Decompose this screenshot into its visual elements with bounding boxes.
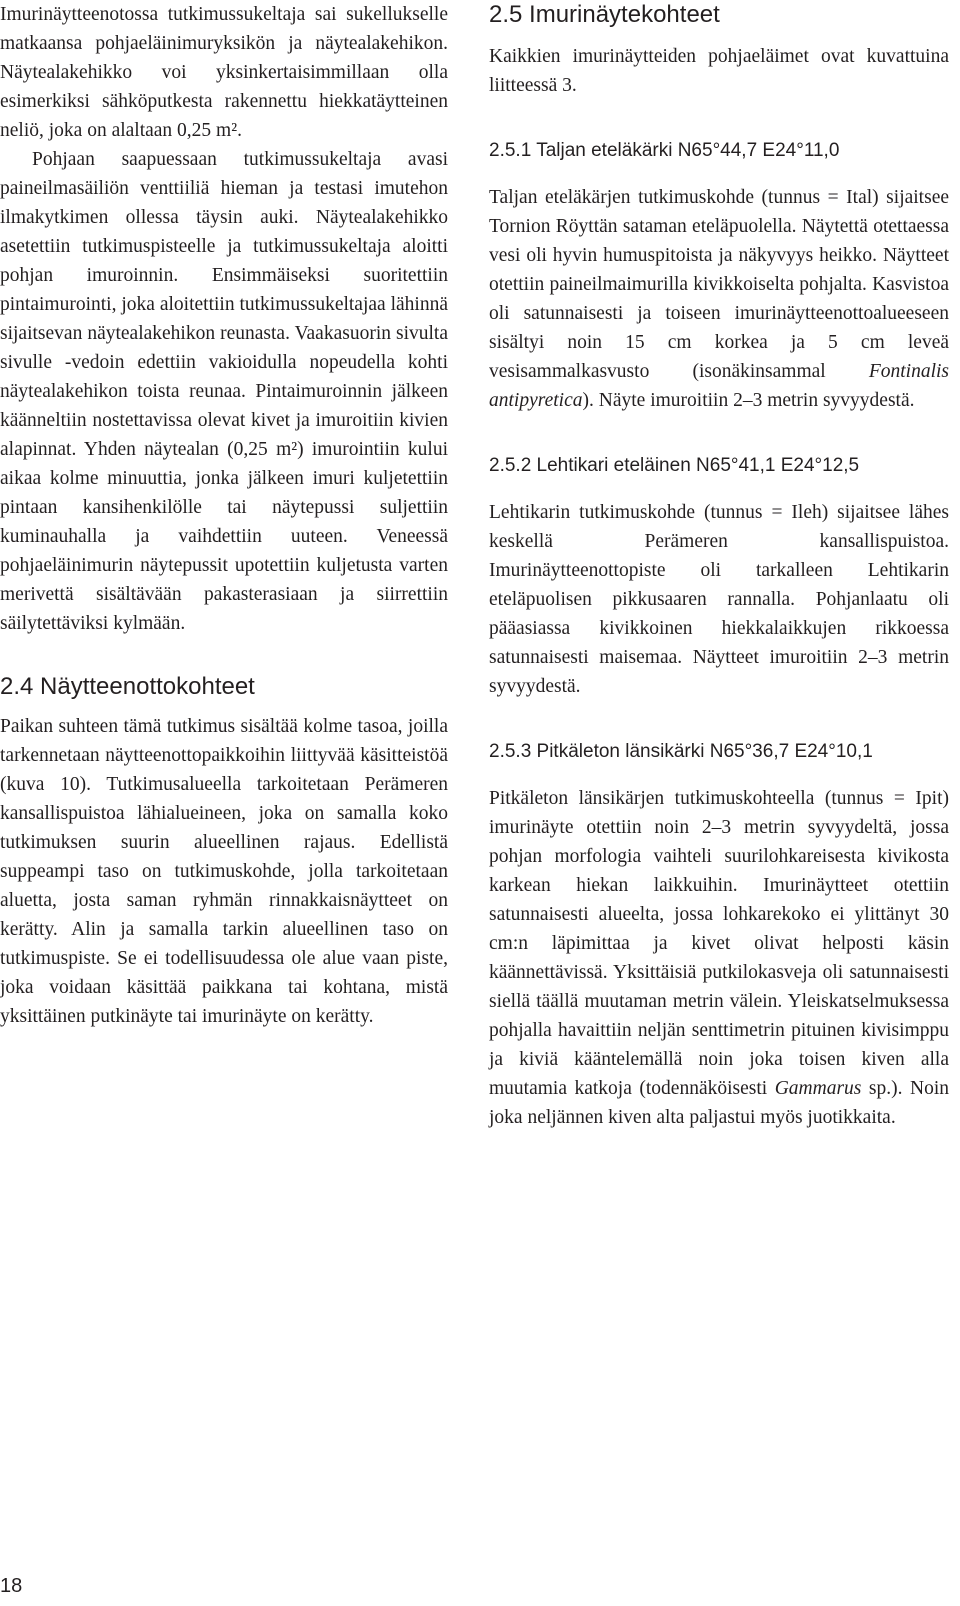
section-text-2-5-1-part1: Taljan eteläkärjen tutkimuskohde (tunnus = Ital) sijaitsee Tornion Röyttän sataman eteläpuolella. Näytettä otettaessa vesi oli hyvin humuspitoista ja näkyvyys heikko. Näytteet otettiin paineilmaimurilla kivikkoiselta pohjalta. Kasvistoa oli satunnaisesti ja toiseen imurinäytteenottoalueeseen sisältyi noin 15 cm korkea ja 5 cm leveä vesisammalkasvusto (isonäkinsammal bbox=[489, 187, 949, 382]
section-text-2-5-3-part2: sp.). Noin joka neljännen kiven alta paljastui myös juotikkaita. bbox=[489, 1078, 949, 1128]
left-column bbox=[0, 0, 448, 1031]
section-heading-2-4: 2.4 Näytteenottokohteet bbox=[0, 673, 255, 700]
page-number: 18 bbox=[0, 1575, 23, 1597]
section-heading-2-5-2: 2.5.2 Lehtikari eteläinen N65°41,1 E24°12,5 bbox=[489, 455, 860, 476]
section-text-2-5-1-part2: ). Näyte imuroitiin 2–3 metrin syvyydestä. bbox=[582, 390, 915, 411]
section-text-2-5-3 bbox=[489, 784, 949, 1132]
section-text-2-5-1 bbox=[489, 183, 949, 415]
section-heading-2-5-1: 2.5.1 Taljan eteläkärki N65°44,7 E24°11,0 bbox=[489, 140, 840, 161]
paragraph-sampling-equipment: Imurinäytteenotossa tutkimussukeltaja sai sukellukselle matkaansa pohjaeläinimuryksikön ja näytealakehikon. Näytealakehikko voi yksinkertaisimmillaan olla esimerkiksi sähköputkesta rakennettu hiekkatäytteinen neliö, joka on alaltaan 0,25 m². bbox=[0, 4, 448, 141]
section-text-2-5: Kaikkien imurinäytteiden pohjaeläimet ovat kuvattuina liitteessä 3. bbox=[489, 46, 949, 96]
section-heading-2-5: 2.5 Imurinäytekohteet bbox=[489, 1, 720, 28]
section-heading-2-5-3: 2.5.3 Pitkäleton länsikärki N65°36,7 E24°10,1 bbox=[489, 741, 873, 762]
section-text-2-5-2: Lehtikarin tutkimuskohde (tunnus = Ileh) sijaitsee lähes keskellä Perämeren kansallispuistoa. Imurinäytteenottopiste oli tarkalleen Lehtikarin eteläpuolisen pikkusaaren rannalla. Pohjanlaatu oli pääasiassa kivikkoinen hiekkalaikkujen rikkoessa satunnaisesti maisemaa. Näytteet imuroitiin 2–3 metrin syvyydestä. bbox=[489, 502, 949, 697]
genus-name: Gammarus bbox=[774, 1078, 862, 1099]
section-text-2-4: Paikan suhteen tämä tutkimus sisältää kolme tasoa, joilla tarkennetaan näytteenottopaikkoihin liittyvää käsitteistöä (kuva 10). Tutkimusalueella tarkoitetaan Perämeren kansallispuistoa lähialueineen, joka on samalla koko tutkimuksen suurin alueellinen rajaus. Edellistä suppeampi taso on tutkimuskohde, jolla tarkoitetaan aluetta, josta saman ryhmän rinnakkaisnäytteet on kerätty. Alin ja samalla tarkin alueellinen taso on tutkimuspiste. Se ei todellisuudessa ole alue vaan piste, joka voidaan käsittää paikkana tai kohtana, mistä yksittäinen putkinäyte tai imurinäyte on kerätty. bbox=[0, 716, 448, 1027]
right-column bbox=[489, 0, 949, 1132]
species-name: Fontinalis antipyretica bbox=[489, 361, 949, 411]
paragraph-sampling-procedure: Pohjaan saapuessaan tutkimussukeltaja avasi paineilmasäiliön venttiiliä hieman ja testasi imutehon ilmakytkimen ollessa täysin auki. Näytealakehikko asetettiin tutkimuspisteelle ja tutkimussukeltaja aloitti pohjan imuroinnin. Ensimmäiseksi suoritettiin pintaimurointi, joka aloitettiin tutkimussukeltajaa lähinnä sijaitsevan näytealakehikon reunasta. Vaakasuorin sivulta sivulle -vedoin edettiin vakioidulla nopeudella kohti näytealakehikon toista reunaa. Pintaimuroinnin jälkeen käänneltiin nostettavissa olevat kivet ja imuroitiin kivien alapinnat. Yhden näytealan (0,25 m²) imurointiin kului aikaa kolme minuuttia, jonka jälkeen imuri kuljetettiin pintaan kansihenkilölle tai näytepussi suljettiin kuminauhalla ja vaihdettiin uuteen. Veneessä pohjaeläinimurin näytepussit upotettiin kuljetusta varten merivettä sisältävään pakasterasiaan ja siirrettiin säilytettäviksi kylmään. bbox=[0, 149, 448, 634]
section-text-2-5-3-part1: Pitkäleton länsikärjen tutkimuskohteella (tunnus = Ipit) imurinäyte otettiin noin 2–3 metrin syvyydeltä, jossa pohjan morfologia vaihteli suurilohkareisesta kivikosta karkean hiekan laikkuihin. Imurinäytteet otettiin satunnaisesti alueelta, jossa lohkarekoko ei ylittänyt 30 cm:n läpimittaa ja kivet olivat helposti käsin käännettävissä. Yksittäisiä putkilokasveja oli satunnaisesti siellä täällä muutaman metrin välein. Yleiskatselmuksessa pohjalla havaittiin neljän senttimetrin pituinen kivisimppu ja kiviä kääntelemällä noin joka toisen kiven alla muutamia katkoja (todennäköisesti bbox=[489, 788, 949, 1099]
